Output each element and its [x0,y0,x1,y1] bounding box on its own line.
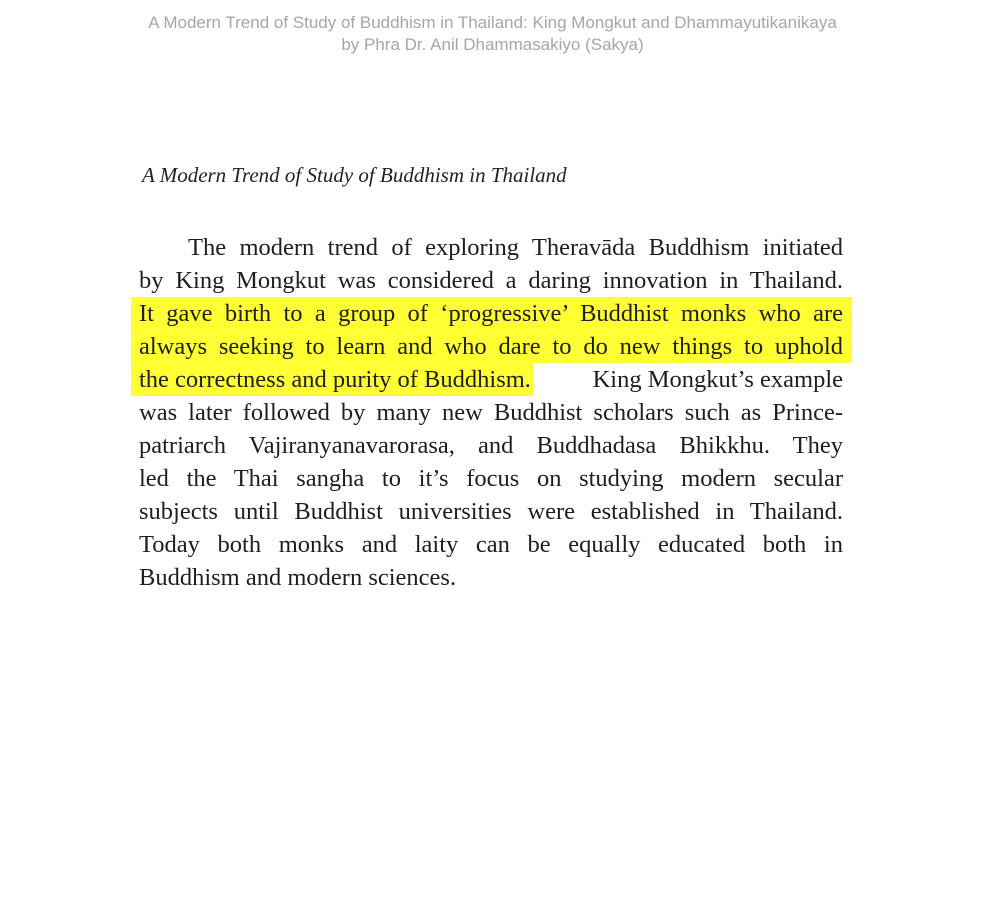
paragraph-line: The modern trend of exploring Theravāda Buddhism initiated [188,234,843,261]
body-paragraph [139,231,843,594]
paragraph-line: Today both monks and laity can be equally educated both in [139,531,843,558]
highlighted-line: It gave birth to a group of ‘progressive’ Buddhist monks who are [131,297,852,330]
paragraph-line: patriarch Vajiranyanavarorasa, and Buddhadasa Bhikkhu. They [139,432,843,459]
paragraph-line: subjects until Buddhist universities were established in Thailand. [139,498,843,525]
paragraph-line: was later followed by many new Buddhist scholars such as Prince- [139,399,843,426]
header-title: A Modern Trend of Study of Buddhism in Thailand: King Mongkut and Dhammayutikanikaya [148,13,837,32]
paragraph-line: Buddhism and modern sciences. [139,564,457,591]
running-head: A Modern Trend of Study of Buddhism in Thailand [142,163,567,187]
paragraph-line: by King Mongkut was considered a daring innovation in Thailand. [139,267,843,294]
highlighted-line: always seeking to learn and who dare to do new things to uphold [131,330,852,363]
sentence-start: King Mongkut’s example [592,366,843,393]
document-header [0,12,985,56]
paragraph-line: led the Thai sangha to it’s focus on studying modern secular [139,465,843,492]
highlighted-sentence-end: the correctness and purity of Buddhism. [131,363,533,396]
paragraph-line-mixed [139,363,843,396]
header-author: by Phra Dr. Anil Dhammasakiyo (Sakya) [341,35,644,54]
